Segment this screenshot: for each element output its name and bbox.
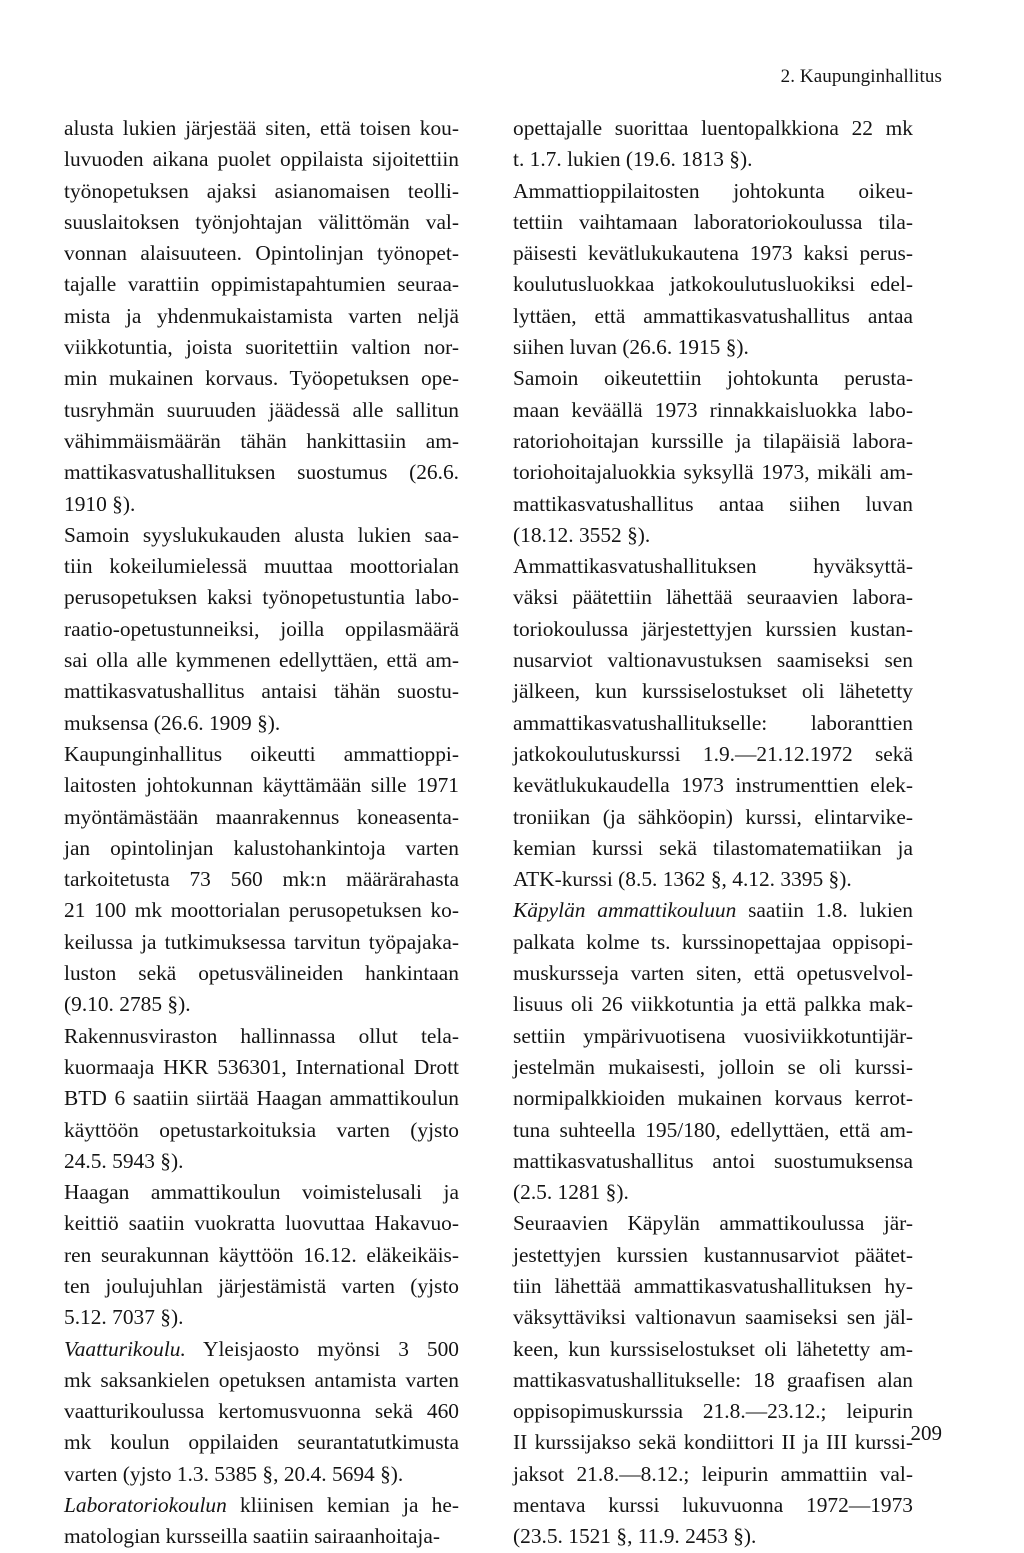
- text-line: väksi päätettiin lähettää seuraavien labora-: [513, 585, 913, 610]
- text-line: lisuus oli 26 viikkotuntia ja että palkka mak-: [513, 992, 913, 1017]
- text-line: luvuoden aikana puolet oppilaista sijoitettiin: [64, 147, 459, 172]
- text-line: t. 1.7. lukien (19.6. 1813 §).: [513, 147, 753, 172]
- text-line: käyttöön opetustarkoituksia varten (yjsto: [64, 1117, 459, 1142]
- text-line: ammattikasvatushallitukselle: laboranttien: [513, 710, 913, 735]
- text-line: viikkotuntia, joista suoritettiin valtion nor-: [64, 335, 459, 360]
- text-line: vonnan alaisuuteen. Opintolinjan työnopet-: [64, 241, 459, 266]
- text-line: siihen luvan (26.6. 1915 §).: [513, 335, 749, 360]
- text-line: laitosten johtokunnan käyttämään sille 1971: [64, 773, 459, 798]
- italic-lead: Käpylän ammattikouluun: [513, 898, 737, 923]
- paragraph: [513, 363, 913, 551]
- text-line: tuna suhteella 195/180, edellyttäen, että am-: [513, 1117, 913, 1142]
- text-line: tiin kokeilumielessä muuttaa moottorialan: [64, 554, 459, 579]
- paragraph: [513, 176, 913, 364]
- text-line: perusopetuksen kaksi työnopetustuntia labo-: [64, 585, 459, 610]
- text-line: myöntämästään maanrakennus koneasenta-: [64, 804, 459, 829]
- paragraph: [64, 1021, 459, 1177]
- text-line: jestelmän mukaisesti, jolloin se oli kurssi-: [513, 1054, 913, 1079]
- text-line: luston sekä opetusvälineiden hankintaan: [64, 961, 459, 986]
- text-line: Samoin oikeutettiin johtokunta perusta-: [513, 366, 913, 391]
- text-line: kuormaaja HKR 536301, International Drott: [64, 1054, 459, 1079]
- text-line: Rakennusviraston hallinnassa ollut tela-: [64, 1023, 459, 1048]
- italic-lead: Laboratoriokoulun: [64, 1493, 227, 1518]
- text-line: (18.12. 3552 §).: [513, 522, 651, 547]
- text-line: 24.5. 5943 §).: [64, 1148, 184, 1173]
- text-line: Kaupunginhallitus oikeutti ammattioppi-: [64, 741, 459, 766]
- text-line: toriokoulussa järjestettyjen kurssien kustan-: [513, 616, 913, 641]
- text-line: keittiö saatiin vuokratta luovuttaa Hakavuo-: [64, 1211, 459, 1236]
- text-line: palkata kolme ts. kurssinopettajaa oppisopi-: [513, 929, 913, 954]
- text-line: tajalle varattiin oppimistapahtumien seuraa-: [64, 272, 459, 297]
- text-line: II kurssijakso sekä kondiittori II ja III kurssi-: [513, 1430, 913, 1455]
- paragraph: [64, 1490, 459, 1553]
- page-number: 209: [910, 1421, 942, 1445]
- text-line: varten (yjsto 1.3. 5385 §, 20.4. 5694 §).: [64, 1461, 404, 1486]
- paragraph: [64, 1177, 459, 1333]
- text-line: tusryhmän suuruuden jäädessä alle sallitun: [64, 397, 459, 422]
- text-line: tettiin vaihtamaan laboratoriokoulussa tila-: [513, 209, 913, 234]
- text-line: Seuraavien Käpylän ammattikoulussa jär-: [513, 1211, 913, 1236]
- text-line: (23.5. 1521 §, 11.9. 2453 §).: [513, 1524, 757, 1549]
- text-line: väksyttäviksi valtionavun saamiseksi sen jäl-: [513, 1305, 913, 1330]
- text-line: ATK-kurssi (8.5. 1362 §, 4.12. 3395 §).: [513, 867, 852, 892]
- paragraph: [513, 1208, 913, 1552]
- text-line: oppisopimuskurssia 21.8.—23.12.; leipurin: [513, 1399, 913, 1424]
- paragraph: [513, 113, 913, 176]
- running-head: 2. Kaupunginhallitus: [780, 66, 942, 87]
- left-column: [64, 113, 459, 1553]
- text-line: mk koulun oppilaiden seurantatutkimusta: [64, 1430, 459, 1455]
- text-line: opettajalle suorittaa luentopalkkiona 22 mk: [513, 116, 913, 140]
- text-line: vaatturikoulussa kertomusvuonna sekä 460: [64, 1399, 459, 1424]
- text-line: normipalkkioiden mukainen korvaus kerrot-: [513, 1086, 913, 1111]
- text-line: (9.10. 2785 §).: [64, 992, 191, 1017]
- text-line: tarkoitetusta 73 560 mk:n määrärahasta: [64, 867, 459, 892]
- text-line: 5.12. 7037 §).: [64, 1305, 184, 1330]
- paragraph: [513, 895, 913, 1208]
- text-line: 1910 §).: [64, 491, 136, 516]
- text-line: alusta lukien järjestää siten, että toisen kou-: [64, 116, 459, 140]
- text-line: settiin ympärivuotisena vuosiviikkotuntijär-: [513, 1023, 913, 1048]
- text-line: suuslaitoksen työnjohtajan välittömän val-: [64, 209, 459, 234]
- text-line: jatkokoulutuskurssi 1.9.—21.12.1972 sekä: [513, 741, 913, 766]
- text-line: keilussa ja tutkimuksessa tarvitun työpajaka-: [64, 929, 459, 954]
- text-line: Samoin syyslukukauden alusta lukien saa-: [64, 522, 459, 547]
- text-line: BTD 6 saatiin siirtää Haagan ammattikoulun: [64, 1086, 459, 1111]
- text-line: mattikasvatushallituksen suostumus (26.6.: [64, 460, 459, 485]
- text-line: mentava kurssi lukuvuonna 1972—1973: [513, 1493, 913, 1518]
- text-line: jälkeen, kun kurssiselostukset oli lähetetty: [513, 679, 913, 704]
- text-line: ten joulujuhlan järjestämistä varten (yjsto: [64, 1273, 459, 1298]
- text-line: mattikasvatushallitus antaa siihen luvan: [513, 491, 913, 516]
- text-line: keen, kun kurssiselostukset oli lähetetty am-: [513, 1336, 913, 1361]
- text-line: nusarviot valtionavustuksen saamiseksi sen: [513, 648, 913, 673]
- text-line: mista ja yhdenmukaistamista varten neljä: [64, 303, 459, 328]
- text-line: Ammattioppilaitosten johtokunta oikeu-: [513, 178, 913, 203]
- text-line: (2.5. 1281 §).: [513, 1180, 629, 1205]
- text-line: Haagan ammattikoulun voimistelusali ja: [64, 1180, 459, 1205]
- line-text: saatiin 1.8. lukien: [736, 898, 913, 923]
- text-line: muskursseja varten siten, että opetusvelvol-: [513, 961, 913, 986]
- text-line: min mukainen korvaus. Työopetuksen ope-: [64, 366, 459, 391]
- text-line: ren seurakunnan käyttöön 16.12. eläkeikäis-: [64, 1242, 459, 1267]
- text-line: matologian kursseilla saatiin sairaanhoitaja-: [64, 1524, 440, 1549]
- paragraph: [64, 739, 459, 1021]
- text-line: 21 100 mk moottorialan perusopetuksen ko-: [64, 898, 459, 923]
- italic-lead: Vaatturikoulu.: [64, 1336, 186, 1361]
- text-line: kevätlukukaudella 1973 instrumenttien elek-: [513, 773, 913, 798]
- text-line: [64, 1334, 459, 1365]
- line-text: kliinisen kemian ja he-: [226, 1493, 459, 1518]
- paragraph: [64, 113, 459, 520]
- text-line: [513, 895, 913, 926]
- text-line: troniikan (ja sähköopin) kurssi, elintarvike-: [513, 804, 913, 829]
- text-line: tiin lähettää ammattikasvatushallituksen hy-: [513, 1273, 913, 1298]
- text-line: lyttäen, että ammattikasvatushallitus antaa: [513, 303, 913, 328]
- paragraph: [64, 1334, 459, 1490]
- text-line: jestettyjen kurssien kustannusarviot päätet-: [513, 1242, 913, 1267]
- text-line: toriohoitajaluokkia syksyllä 1973, mikäli am-: [513, 460, 913, 485]
- paragraph: [513, 551, 913, 895]
- text-line: työnopetuksen ajaksi asianomaisen teolli-: [64, 178, 459, 203]
- text-line: mattikasvatushallitus antaisi tähän suostu-: [64, 679, 459, 704]
- text-line: jaksot 21.8.—8.12.; leipurin ammattiin val-: [513, 1461, 913, 1486]
- text-line: mattikasvatushallitus antoi suostumuksensa: [513, 1148, 913, 1173]
- paragraph: [64, 520, 459, 739]
- text-line: sai olla alle kymmenen edellyttäen, että am-: [64, 648, 459, 673]
- text-line: [64, 1490, 459, 1521]
- text-line: jan opintolinjan kalustohankintoja varten: [64, 835, 459, 860]
- text-line: ratoriohoitajan kurssille ja tilapäisiä labora-: [513, 428, 913, 453]
- text-line: maan keväällä 1973 rinnakkaisluokka labo-: [513, 397, 913, 422]
- text-line: päisesti kevätlukukautena 1973 kaksi perus-: [513, 241, 913, 266]
- text-line: koulutusluokkaa jatkokoulutusluokiksi edel-: [513, 272, 913, 297]
- line-text: Yleisjaosto myönsi 3 500: [185, 1336, 459, 1361]
- text-line: muksensa (26.6. 1909 §).: [64, 710, 281, 735]
- text-line: raatio-opetustunneiksi, joilla oppilasmäärä: [64, 616, 459, 641]
- text-line: mattikasvatushallitukselle: 18 graafisen alan: [513, 1367, 913, 1392]
- text-line: vähimmäismäärän tähän hankittasiin am-: [64, 428, 459, 453]
- text-line: mk saksankielen opetuksen antamista varten: [64, 1367, 459, 1392]
- text-line: kemian kurssi sekä tilastomatematiikan ja: [513, 835, 913, 860]
- right-column: [513, 113, 913, 1553]
- text-line: Ammattikasvatushallituksen hyväksyttä-: [513, 554, 913, 579]
